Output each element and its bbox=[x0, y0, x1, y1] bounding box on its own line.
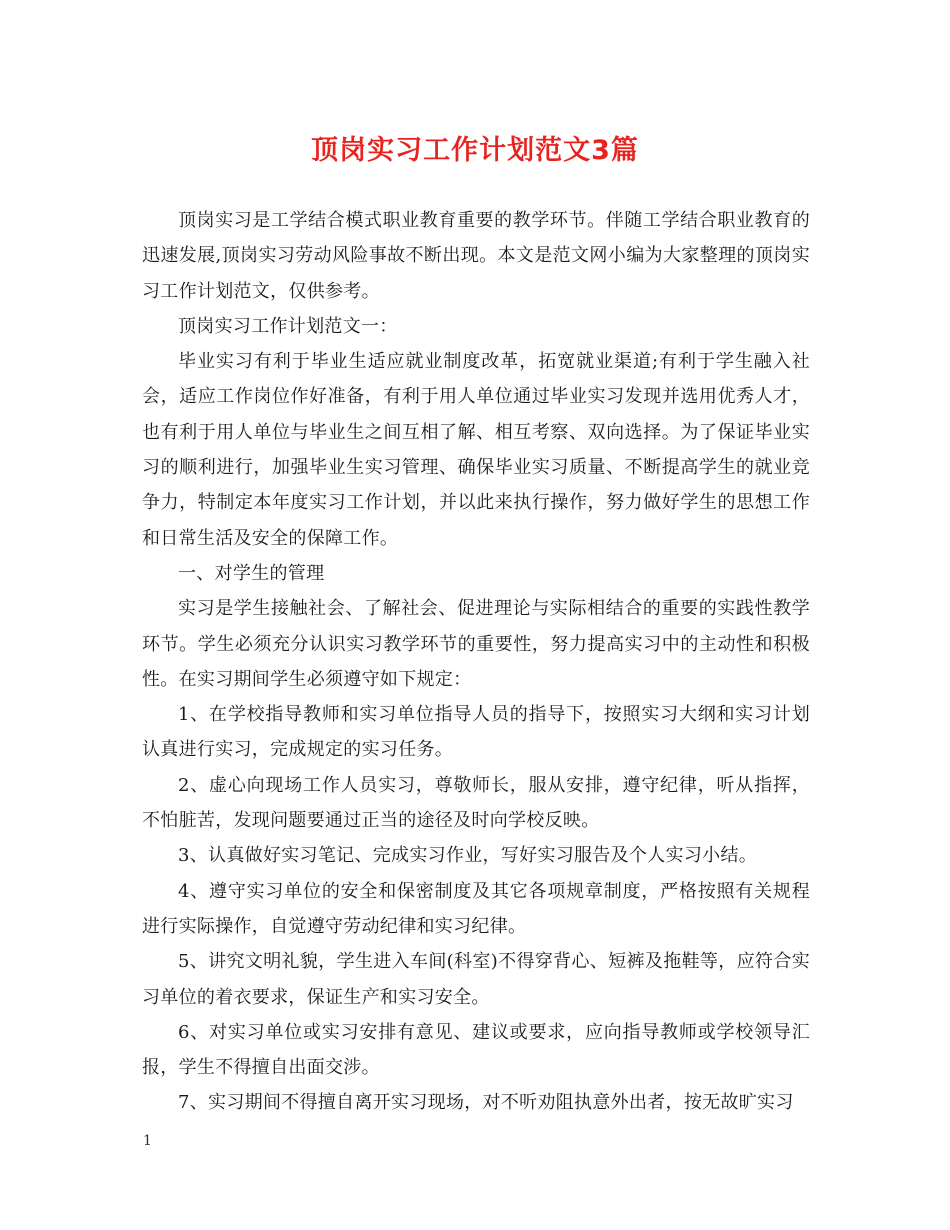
paragraph-internship-benefits: 毕业实习有利于毕业生适应就业制度改革，拓宽就业渠道;有利于学生融入社会，适应工作岗位作好准备，有利于用人单位通过毕业实习发现并选用优秀人才，也有利于用人单位与毕业生之间互相了解、相互考察、双向选择。为了保证毕业实习的顺利进行，加强毕业生实习管理、确保毕业实习质量、不断提高学生的就业竞争力，特制定本年度实习工作计划，并以此来执行操作，努力做好学生的思想工作和日常生活及安全的保障工作。 bbox=[142, 351, 810, 549]
paragraph-rule-3: 3、认真做好实习笔记、完成实习作业，写好实习服告及个人实习小结。 bbox=[178, 845, 758, 867]
document-body bbox=[142, 203, 810, 1121]
paragraph-sample-one-heading: 顶岗实习工作计划范文一： bbox=[178, 315, 398, 337]
paragraph-rule-6: 6、对实习单位或实习安排有意见、建议或要求，应向指导教师或学校领导汇报，学生不得擅自出面交涉。 bbox=[142, 1021, 810, 1079]
paragraph-rule-2: 2、虚心向现场工作人员实习，尊敬师长，服从安排，遵守纪律，听从指挥，不怕脏苦，发现问题要通过正当的途径及时向学校反映。 bbox=[142, 774, 810, 832]
paragraph-section-heading: 一、对学生的管理 bbox=[178, 562, 325, 584]
page-number: 1 bbox=[143, 1133, 152, 1149]
paragraph-internship-rules-intro: 实习是学生接触社会、了解社会、促进理论与实际相结合的重要的实践性教学环节。学生必须充分认识实习教学环节的重要性，努力提高实习中的主动性和积极性。在实习期间学生必须遵守如下规定： bbox=[142, 598, 810, 690]
document-title: 顶岗实习工作计划范文3篇 bbox=[311, 135, 639, 166]
paragraph-intro: 顶岗实习是工学结合模式职业教育重要的教学环节。伴随工学结合职业教育的迅速发展,顶岗实习劳动风险事故不断出现。本文是范文网小编为大家整理的顶岗实习工作计划范文，仅供参考。 bbox=[142, 210, 810, 302]
paragraph-rule-7: 7、实习期间不得擅自离开实习现场，对不听劝阻执意外出者，按无故旷实习 bbox=[178, 1092, 794, 1114]
paragraph-rule-5: 5、讲究文明礼貌，学生进入车间(科室)不得穿背心、短裤及拖鞋等，应符合实习单位的着衣要求，保证生产和实习安全。 bbox=[142, 951, 810, 1008]
paragraph-rule-1: 1、在学校指导教师和实习单位指导人员的指导下，按照实习大纲和实习计划认真进行实习，完成规定的实习任务。 bbox=[142, 704, 810, 761]
paragraph-rule-4: 4、遵守实习单位的安全和保密制度及其它各项规章制度，严格按照有关规程进行实际操作，自觉遵守劳动纪律和实习纪律。 bbox=[142, 880, 810, 937]
